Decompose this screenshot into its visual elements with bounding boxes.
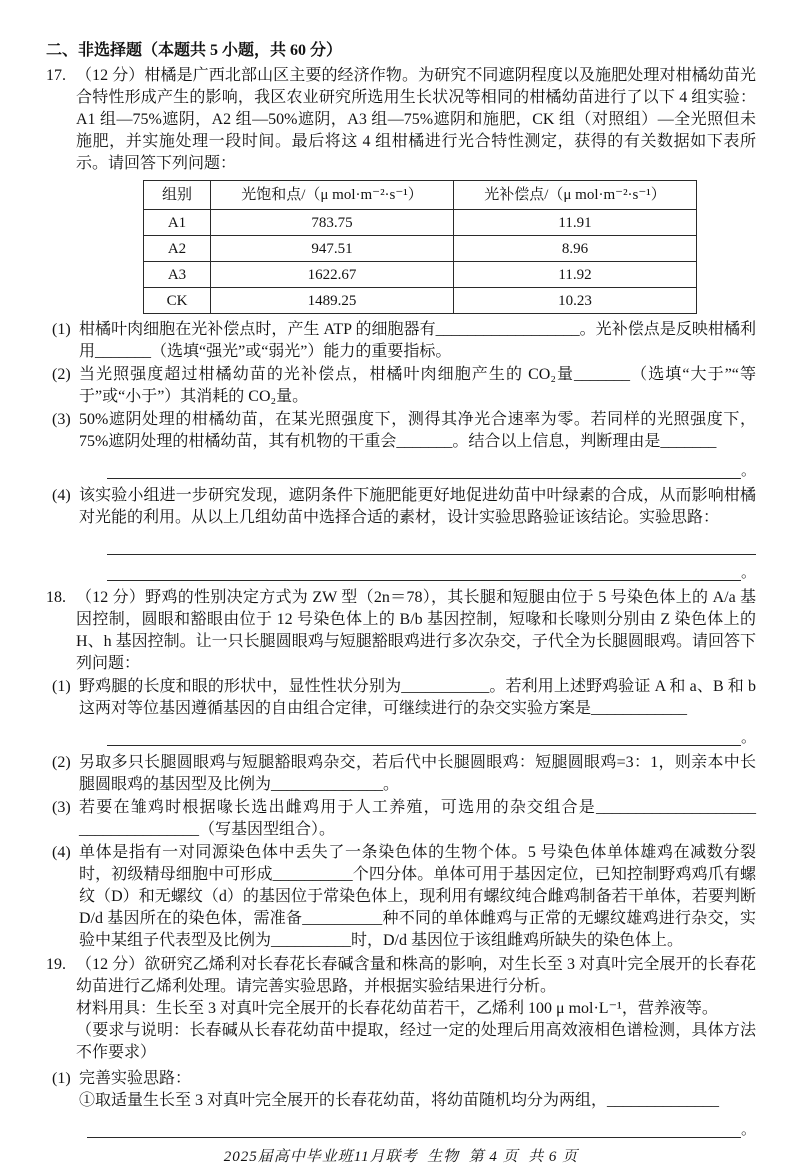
question-17	[46, 65, 756, 581]
part-3	[46, 409, 756, 479]
question-intro: （12 分）野鸡的性别决定方式为 ZW 型（2n＝78），其长腿和短腿由位于 5 号染色体上的 A/a 基因控制，圆眼和豁眼由位于 12 号染色体上的 B/b 基因控制，短喙和长喙则分别由 Z 染色体上的 H、h 基因控制。让一只长腿圆眼鸡与短腿豁眼鸡进行多次杂交，子代全为长腿圆眼鸡。请回答下列问题：	[76, 589, 756, 672]
answer-blank-line	[87, 1120, 756, 1138]
blank-rule	[87, 1119, 741, 1138]
part-number: (3)	[52, 799, 71, 816]
answer-blank-line	[107, 563, 756, 581]
part-text: 完善实验思路：	[79, 1070, 192, 1087]
part-1	[46, 676, 756, 746]
part-number: (2)	[52, 754, 71, 771]
requirements-note: （要求与说明：长春碱从长春花幼苗中提取，经过一定的处理后用高效液相色谱检测，具体方法不作要求）	[76, 1022, 756, 1061]
table-cell: 8.96	[454, 236, 697, 262]
table-row	[144, 210, 697, 236]
table-cell: 947.51	[211, 236, 454, 262]
blank-rule	[107, 536, 756, 555]
table-row	[144, 262, 697, 288]
question-17-intro-block	[46, 65, 756, 175]
blank-rule	[107, 727, 741, 746]
question-19-intro-block	[46, 954, 756, 998]
table-header-cell: 组别	[144, 181, 211, 210]
table-cell: 10.23	[454, 288, 697, 314]
table-cell: 783.75	[211, 210, 454, 236]
part-text: 若要在雏鸡时根据喙长选出雌鸡用于人工养殖，可选用的杂交组合是____________________ _______________（写基因型组合）。	[79, 799, 756, 838]
part-number: (1)	[52, 678, 71, 695]
question-number: 19.	[46, 956, 66, 973]
blank-rule	[107, 460, 741, 479]
blank-suffix: 。	[740, 463, 756, 479]
part-text: 该实验小组进一步研究发现，遮阴条件下施肥能更好地促进幼苗中叶绿素的合成，从而影响柑橘对光能的利用。从以上几组幼苗中选择合适的素材，设计实验思路验证该结论。实验思路：	[79, 487, 756, 526]
table-row	[144, 236, 697, 262]
question-intro: （12 分）柑橘是广西北部山区主要的经济作物。为研究不同遮阴程度以及施肥处理对柑橘幼苗光合特性形成产生的影响，我区农业研究所选用生长状况等相同的柑橘幼苗进行了以下 4 组实验：A1 组—75%遮阴，A2 组—50%遮阴，A3 组—75%遮阴和施肥，CK 组（对照组）—全光照但未施肥，并实施处理一段时间。最后将这 4 组柑橘进行光合特性测定，获得的有关数据如下表所示。请回答下列问题：	[76, 67, 756, 172]
part-text: 单体是指有一对同源染色体中丢失了一条染色体的生物个体。5 号染色体单体雄鸡在减数分裂时，初级精母细胞中可形成__________个四分体。单体可用于基因定位，已知控制野鸡鸡爪有螺纹（D）和无螺纹（d）的基因位于常染色体上，现利用有螺纹纯合雌鸡制备若干单体，若要判断 D/d 基因所在的染色体，需准备__________种不同的单体雌鸡与正常的无螺纹雄鸡进行杂交，实验中某组子代表型及比例为__________时，D/d 基因位于该组雌鸡所缺失的染色体上。	[79, 844, 756, 949]
answer-blank-line	[107, 461, 756, 479]
table-cell: 11.91	[454, 210, 697, 236]
table-cell: A3	[144, 262, 211, 288]
part-1	[46, 1068, 756, 1138]
answer-blank-line	[107, 537, 756, 555]
page-footer: 2025届高中毕业班11月联考 生物 第 4 页 共 6 页	[223, 1149, 579, 1165]
part-2	[46, 752, 756, 796]
blank-suffix: 。	[740, 1122, 756, 1138]
table-cell: 11.92	[454, 262, 697, 288]
part-4	[46, 842, 756, 952]
part-text: 柑橘叶肉细胞在光补偿点时，产生 ATP 的细胞器有__________________。光补偿点是反映柑橘利用_______（选填“强光”或“弱光”）能力的重要指标。	[79, 321, 756, 360]
table-header-row	[144, 181, 697, 210]
table-cell: CK	[144, 288, 211, 314]
answer-blank-line	[107, 728, 756, 746]
question-number: 17.	[46, 67, 66, 84]
part-number: (2)	[52, 366, 71, 383]
question-19	[46, 954, 756, 1138]
question-number: 18.	[46, 589, 66, 606]
blank-rule	[107, 562, 741, 581]
question-18-intro-block	[46, 587, 756, 675]
part-number: (1)	[52, 321, 71, 338]
part-text: 另取多只长腿圆眼鸡与短腿豁眼鸡杂交，若后代中长腿圆眼鸡：短腿圆眼鸡=3：1，则亲本中长腿圆眼鸡的基因型及比例为______________。	[79, 754, 756, 793]
part-2	[46, 364, 756, 408]
table-header-cell: 光饱和点/（μ mol·m⁻²·s⁻¹）	[211, 181, 454, 210]
part-number: (4)	[52, 487, 71, 504]
part-number: (4)	[52, 844, 71, 861]
materials-line: 材料用具：生长至 3 对真叶完全展开的长春花幼苗若干，乙烯利 100 μ mol·L⁻¹，营养液等。	[76, 1000, 718, 1017]
table-cell: A2	[144, 236, 211, 262]
table-cell: 1489.25	[211, 288, 454, 314]
part-3	[46, 797, 756, 841]
part-text: 50%遮阴处理的柑橘幼苗，在某光照强度下，测得其净光合速率为零。若同样的光照强度下，75%遮阴处理的柑橘幼苗，其有机物的干重会_______。结合以上信息，判断理由是_______	[79, 411, 756, 450]
blank-suffix: 。	[740, 730, 756, 746]
table-row	[144, 288, 697, 314]
table-cell: 1622.67	[211, 262, 454, 288]
part-1	[46, 319, 756, 363]
part-text: 野鸡腿的长度和眼的形状中，显性性状分别为___________。若利用上述野鸡验证 A 和 a、B 和 b 这两对等位基因遵循基因的自由组合定律，可继续进行的杂交实验方案是____________	[79, 678, 756, 717]
table-cell: A1	[144, 210, 211, 236]
section-heading: 二、非选择题（本题共 5 小题，共 60 分）	[46, 42, 343, 59]
blank-suffix: 。	[740, 565, 756, 581]
question-intro: （12 分）欲研究乙烯利对长春花长春碱含量和株高的影响，对生长至 3 对真叶完全展开的长春花幼苗进行乙烯利处理。请完善实验思路，并根据实验结果进行分析。	[76, 956, 756, 995]
part-number: (1)	[52, 1070, 71, 1087]
photosynthesis-data-table	[143, 180, 697, 314]
step-1-text: ①取适量生长至 3 对真叶完全展开的长春花幼苗，将幼苗随机均分为两组，______________	[79, 1092, 720, 1109]
part-4	[46, 485, 756, 581]
part-text: 当光照强度超过柑橘幼苗的光补偿点，柑橘叶肉细胞产生的 CO₂量_______（选填“大于”“等于”或“小于”）其消耗的 CO₂量。	[79, 366, 756, 405]
part-number: (3)	[52, 411, 71, 428]
question-18	[46, 587, 756, 952]
table-header-cell: 光补偿点/（μ mol·m⁻²·s⁻¹）	[454, 181, 697, 210]
